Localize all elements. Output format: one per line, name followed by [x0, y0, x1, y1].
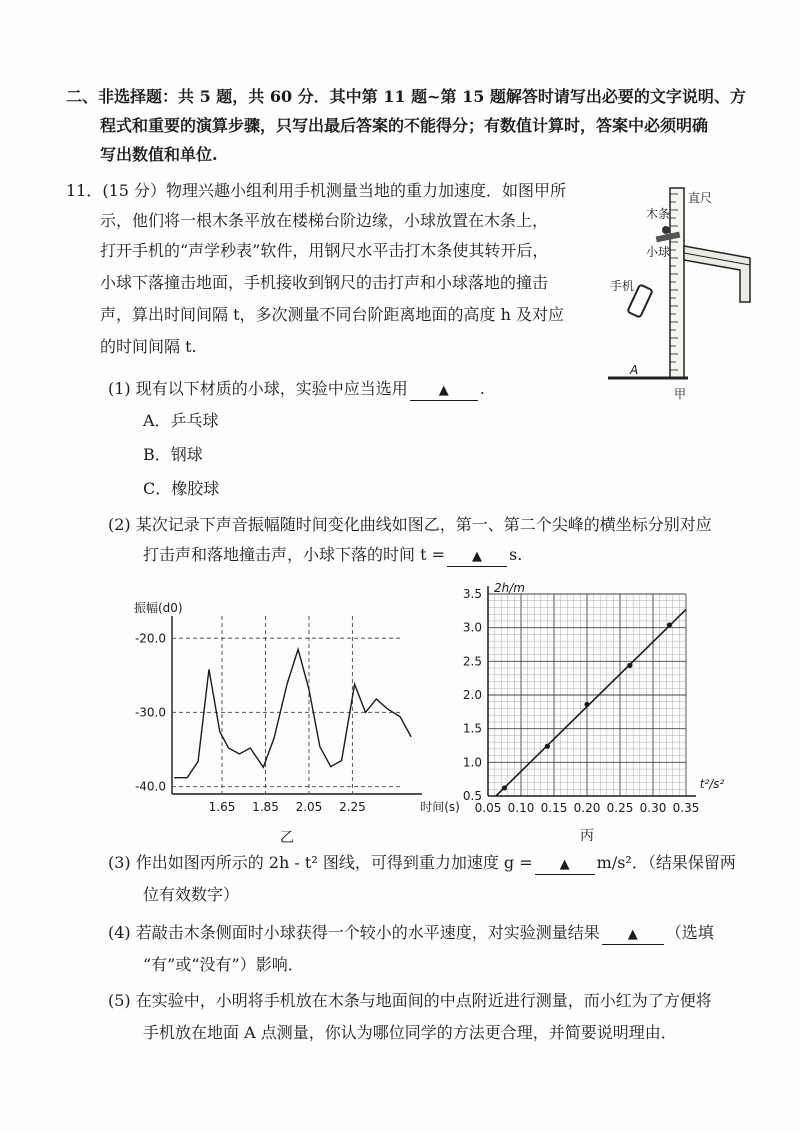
phone-label: 手机 — [610, 279, 635, 293]
q11-line-2: 示，他们将一根木条平放在楼梯台阶边缘，小球放置在木条上， — [100, 211, 549, 230]
x-tick-label: 2.25 — [339, 800, 366, 814]
part4-line-1 — [108, 922, 714, 945]
ball-label: 小球 — [646, 245, 671, 259]
x-tick-label: 1.65 — [208, 800, 236, 814]
part2-line-1: (2) 某次记录下声音振幅随时间变化曲线如图乙，第一、第二个尖峰的横坐标分别对应 — [108, 515, 712, 534]
part1-question — [108, 378, 485, 401]
y-tick-label: 2.5 — [462, 654, 482, 669]
option-c: C．橡胶球 — [143, 479, 220, 498]
section-line-1: 二、非选择题：共 5 题，共 60 分．其中第 11 题~第 15 题解答时请写出必要的文字说明、方 — [66, 87, 746, 106]
x-axis-label: t²/s² — [699, 777, 725, 791]
option-a: A．乒乓球 — [143, 411, 219, 430]
ruler-label: 直尺 — [688, 191, 713, 205]
q11-line-1: 11．(15 分）物理兴趣小组利用手机测量当地的重力加速度．如图甲所 — [66, 181, 567, 200]
y-tick-label: -40.0 — [134, 779, 166, 794]
part3-line-1 — [108, 852, 736, 875]
y-tick-label: 3.0 — [462, 620, 482, 635]
x-tick-label: 0.20 — [573, 801, 601, 815]
data-point — [545, 744, 550, 749]
y-tick-label: -30.0 — [134, 705, 166, 720]
part3-unit: m/s²．（结果保留两 — [596, 853, 736, 872]
ball — [662, 226, 670, 234]
part3-text: (3) 作出如图丙所示的 2h - t² 图线，可得到重力加速度 g = — [108, 853, 533, 872]
chart-yi-caption: 乙 — [280, 830, 294, 846]
x-tick-label: 0.10 — [507, 801, 535, 815]
part5-line-1: (5) 在实验中，小明将手机放在木条与地面间的中点附近进行测量，而小红为了方便将 — [108, 991, 712, 1010]
part3-answer-blank[interactable]: ▲ — [535, 856, 595, 875]
y-tick-label: 2.0 — [462, 688, 482, 702]
x-axis-label: 时间(s) — [420, 800, 460, 814]
part1-text: (1) 现有以下材质的小球，实验中应当选用 — [108, 379, 408, 398]
part2-text: 打击声和落地撞击声，小球下落的时间 t = — [143, 545, 446, 564]
wood-label: 木条 — [646, 207, 671, 221]
chart-bing-caption: 丙 — [580, 828, 594, 844]
y-tick-label: 0.5 — [462, 789, 482, 803]
part4-line-2: “有”或“没有”）影响． — [143, 955, 304, 974]
y-tick-label: 1.5 — [462, 721, 482, 736]
part4-text: (4) 若敲击木条侧面时小球获得一个较小的水平速度，对实验测量结果 — [108, 923, 600, 942]
y-axis-label: 2h/m — [494, 581, 525, 595]
data-point — [584, 702, 589, 707]
x-tick-label: 2.05 — [295, 800, 323, 814]
part4-hint: （选填 — [665, 923, 714, 942]
data-point — [502, 785, 507, 790]
point-a-label: A — [630, 363, 639, 377]
y-tick-label: 3.5 — [462, 587, 482, 601]
part2-unit: s. — [509, 545, 523, 564]
q11-line-4: 小球下落撞击地面，手机接收到钢尺的击打声和小球落地的撞击 — [100, 273, 549, 292]
part3-line-2: 位有效数字） — [143, 885, 240, 904]
chart-yi — [130, 598, 460, 850]
data-point — [627, 663, 632, 668]
chart-bing — [440, 578, 740, 848]
part4-answer-blank[interactable]: ▲ — [602, 926, 664, 945]
q11-line-5: 声，算出时间间隔 t，多次测量不同台阶距离地面的高度 h 及对应 — [100, 305, 564, 324]
x-tick-label: 1.85 — [252, 800, 279, 814]
section-line-2: 程式和重要的演算步骤，只写出最后答案的不能得分；有数值计算时，答案中必须明确 — [100, 116, 709, 135]
section-line-3: 写出数值和单位. — [100, 145, 218, 164]
q11-line-6: 的时间间隔 t. — [100, 337, 197, 356]
part1-answer-blank[interactable]: ▲ — [410, 382, 478, 401]
part1-end: . — [479, 379, 485, 398]
y-axis-label: 振幅(d0) — [134, 601, 183, 615]
y-tick-label: 1.0 — [462, 755, 482, 770]
fit-line — [496, 609, 686, 796]
ruler-shape — [670, 188, 684, 378]
figure-jia — [600, 178, 780, 408]
figure-jia-caption: 甲 — [674, 387, 687, 401]
option-b: B．钢球 — [143, 445, 203, 464]
x-tick-label: 0.35 — [672, 801, 700, 815]
part2-answer-blank[interactable]: ▲ — [447, 548, 507, 567]
x-tick-label: 0.30 — [639, 801, 667, 815]
q11-line-3: 打开手机的“声学秒表”软件，用钢尺水平击打木条使其转开后， — [100, 241, 549, 260]
part5-line-2: 手机放在地面 A 点测量，你认为哪位同学的方法更合理，并简要说明理由． — [143, 1023, 677, 1042]
part2-line-2 — [143, 544, 522, 567]
amplitude-series-line — [174, 649, 411, 777]
x-tick-label: 0.05 — [474, 801, 502, 815]
y-tick-label: -20.0 — [134, 631, 166, 646]
data-point — [667, 622, 672, 627]
x-tick-label: 0.25 — [606, 801, 634, 815]
x-tick-label: 0.15 — [540, 801, 568, 815]
